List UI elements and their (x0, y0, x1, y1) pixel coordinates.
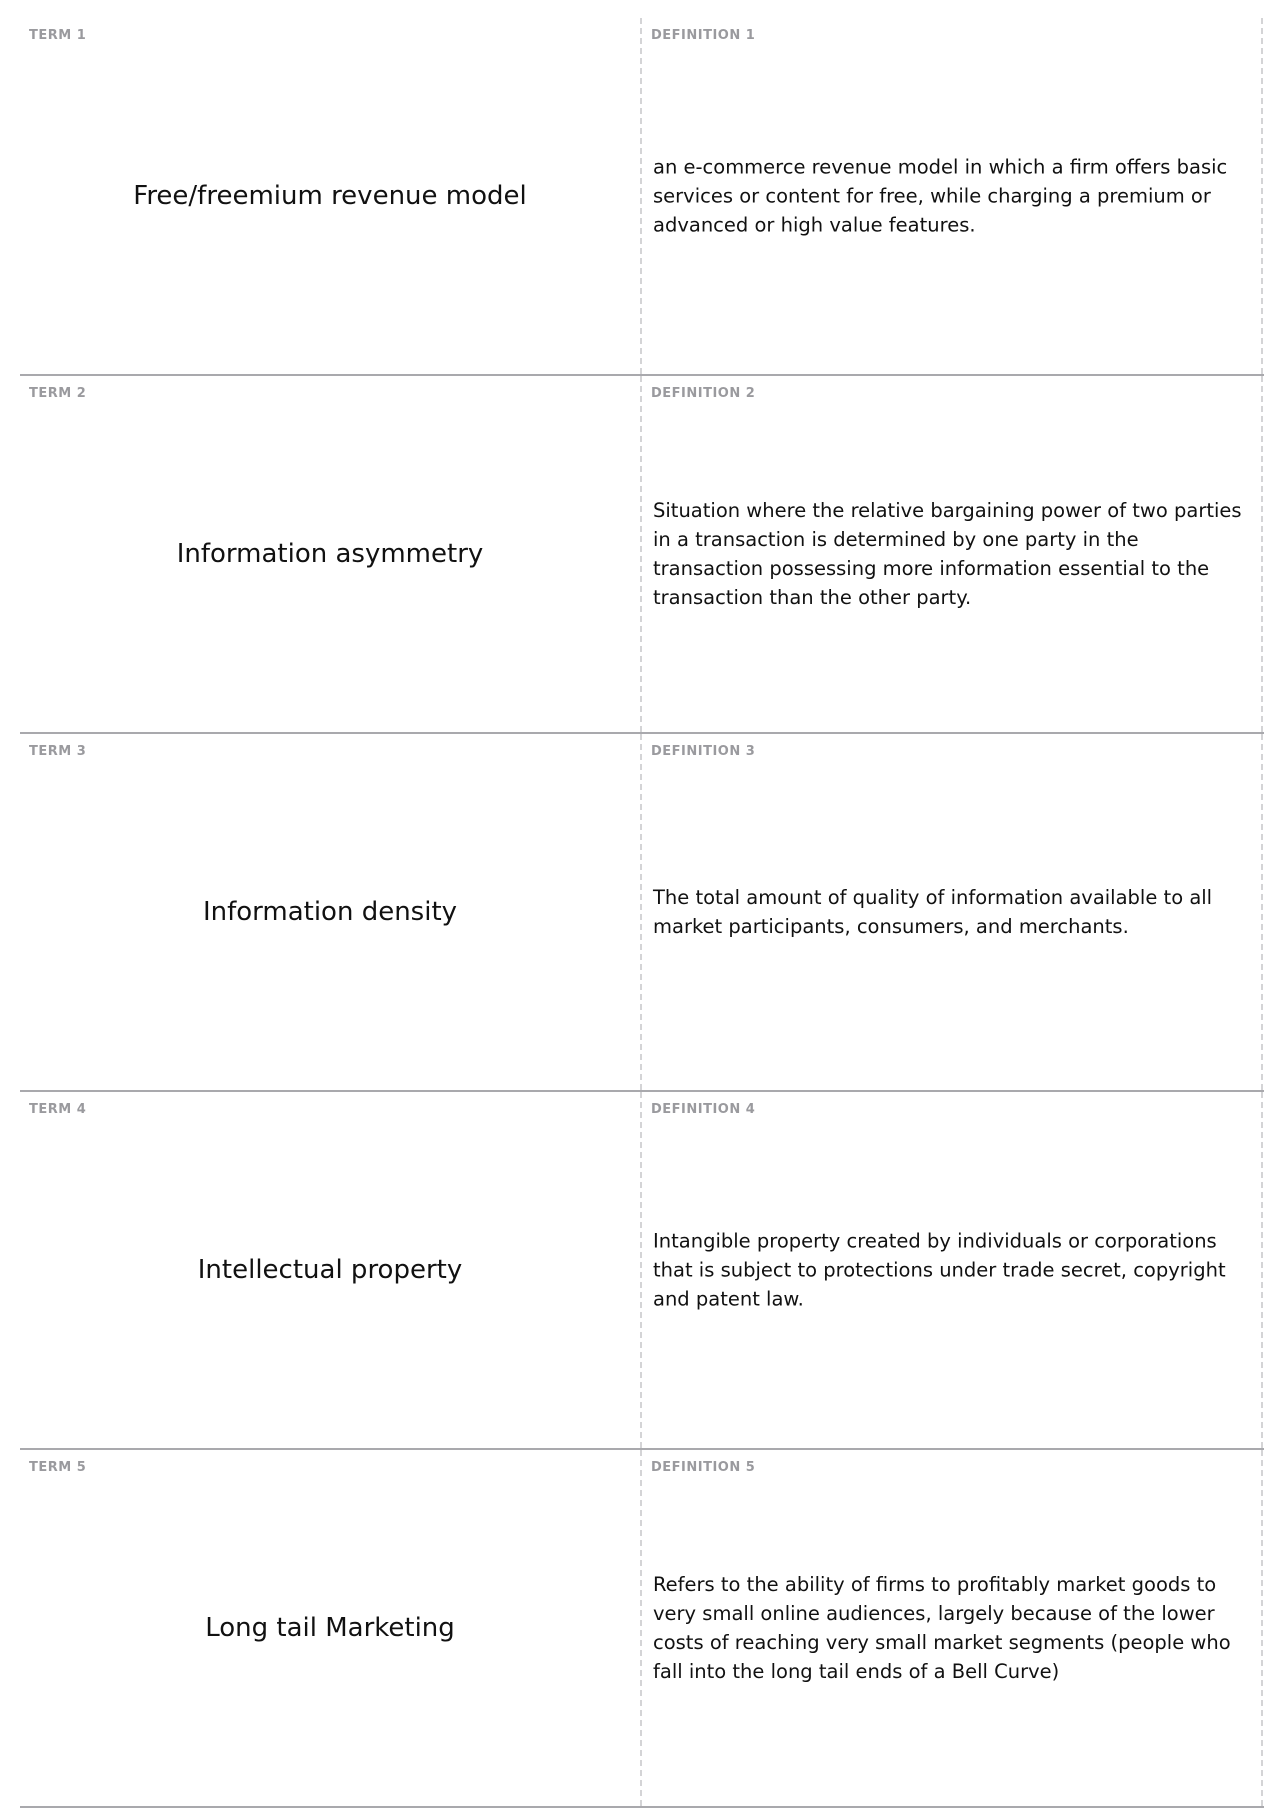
term-text: Intellectual property (197, 1255, 463, 1285)
flashcard-row (20, 1450, 1264, 1808)
definition-text: Refers to the ability of firms to profitably market goods to very small online audiences, largely because of the lower costs of reaching very small market segments (people who fall into the long tail ends of a Bell Curve) (653, 1573, 1231, 1683)
definition-label: DEFINITION 5 (651, 1460, 756, 1475)
term-text: Information asymmetry (176, 539, 484, 569)
definition-cell (642, 1092, 1263, 1448)
flashcard-sheet (20, 18, 1264, 1808)
term-label: TERM 2 (29, 386, 87, 401)
flashcard-row (20, 1092, 1264, 1450)
flashcard-row (20, 734, 1264, 1092)
definition-label: DEFINITION 1 (651, 28, 756, 43)
term-cell (20, 734, 642, 1090)
definition-label: DEFINITION 2 (651, 386, 756, 401)
term-label: TERM 3 (29, 744, 87, 759)
definition-cell (642, 1450, 1263, 1806)
flashcard-row (20, 18, 1264, 376)
definition-text: The total amount of quality of information available to all market participants, consumers, and merchants. (653, 886, 1213, 938)
term-text: Information density (202, 897, 458, 927)
term-label: TERM 4 (29, 1102, 87, 1117)
term-cell (20, 18, 642, 374)
definition-text: Intangible property created by individuals or corporations that is subject to protections under trade secret, copyright and patent law. (653, 1229, 1226, 1311)
definition-cell (642, 18, 1263, 374)
definition-cell (642, 376, 1263, 732)
term-text: Long tail Marketing (205, 1613, 455, 1643)
term-label: TERM 5 (29, 1460, 87, 1475)
term-cell (20, 1092, 642, 1448)
term-cell (20, 376, 642, 732)
flashcard-row (20, 376, 1264, 734)
term-label: TERM 1 (29, 28, 87, 43)
definition-cell (642, 734, 1263, 1090)
definition-label: DEFINITION 3 (651, 744, 756, 759)
term-cell (20, 1450, 642, 1806)
definition-label: DEFINITION 4 (651, 1102, 756, 1117)
term-text: Free/freemium revenue model (133, 181, 527, 211)
definition-text: an e-commerce revenue model in which a firm offers basic services or content for free, while charging a premium or advanced or high value features. (653, 155, 1228, 237)
definition-text: Situation where the relative bargaining power of two parties in a transaction is determined by one party in the transaction possessing more information essential to the transaction than the other party. (653, 499, 1242, 609)
